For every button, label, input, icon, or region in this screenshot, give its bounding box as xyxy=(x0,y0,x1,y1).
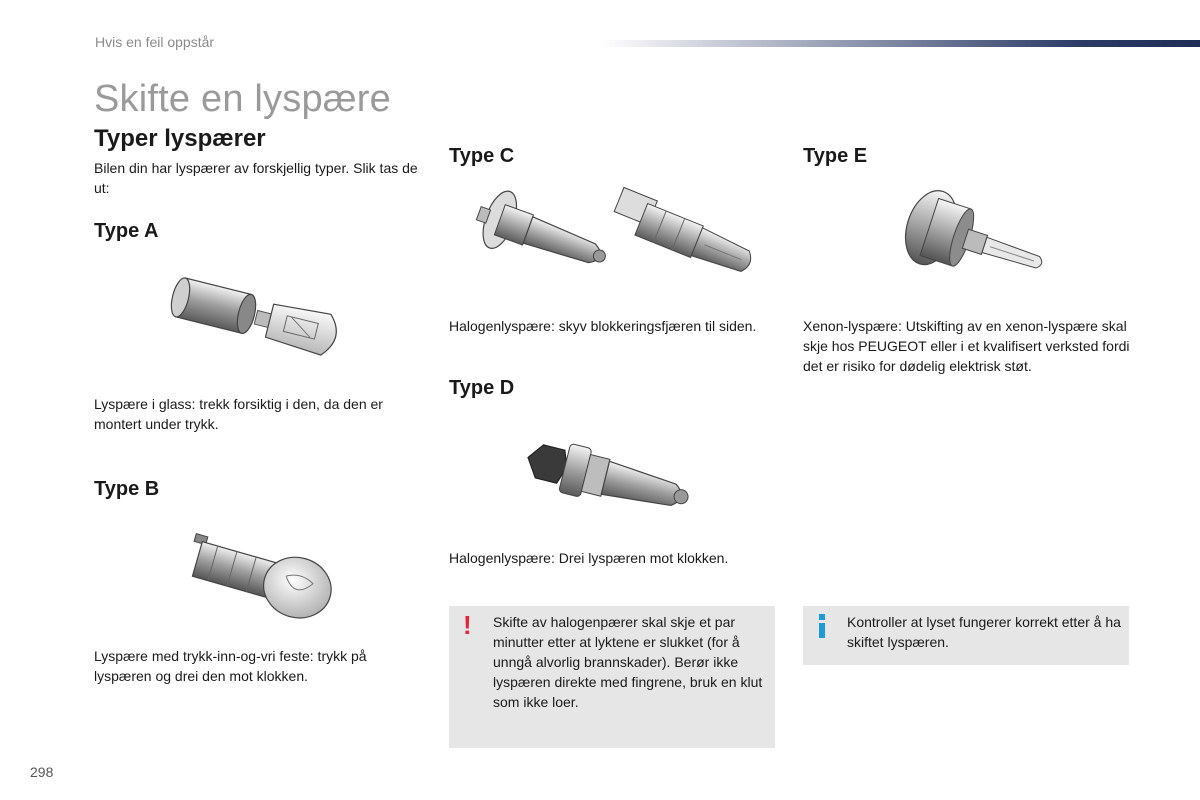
page-number: 298 xyxy=(30,764,54,780)
subheading: Typer lyspærer xyxy=(94,125,266,152)
type-b-bulb-image xyxy=(180,535,340,625)
intro-text: Bilen din har lyspærer av forskjellig typer. Slik tas de ut: xyxy=(94,160,418,196)
type-a-bulb-image xyxy=(168,268,358,368)
type-e-heading: Type E xyxy=(803,145,868,167)
header-rule xyxy=(600,40,1200,47)
type-b-heading: Type B xyxy=(94,478,160,500)
type-c-heading: Type C xyxy=(449,145,515,167)
type-c-bulb-image xyxy=(462,190,762,310)
section-label: Hvis en feil oppstår xyxy=(95,34,215,50)
type-e-bulb-image xyxy=(890,190,1060,300)
info-icon xyxy=(817,614,827,638)
type-a-caption: Lyspære i glass: trekk forsiktig i den, da den er montert under trykk. xyxy=(94,396,383,432)
type-d-bulb-image xyxy=(515,428,705,533)
type-a-heading: Type A xyxy=(94,220,159,242)
type-d-heading: Type D xyxy=(449,377,515,399)
type-c-caption: Halogenlyspære: skyv blokkeringsfjæren til siden. xyxy=(449,318,757,334)
exclamation-icon: ! xyxy=(463,610,472,640)
type-e-caption: Xenon-lyspære: Utskifting av en xenon-lyspære skal skje hos PEUGEOT eller i et kvalifisert verksted fordi det er risiko for dødelig elektrisk støt. xyxy=(803,318,1130,374)
type-d-caption: Halogenlyspære: Drei lyspæren mot klokken. xyxy=(449,550,729,566)
info-notice xyxy=(803,606,1129,665)
warning-notice xyxy=(449,606,775,748)
type-b-caption: Lyspære med trykk-inn-og-vri feste: trykk på lyspæren og drei den mot klokken. xyxy=(94,648,367,684)
warning-text: Skifte av halogenpærer skal skje et par minutter etter at lyktene er slukket (for å unngå alvorlig brannskader). Berør ikke lyspæren direkte med fingrene, bruk en klut som ikke loer. xyxy=(493,614,763,710)
page-title: Skifte en lyspære xyxy=(94,78,391,120)
info-text: Kontroller at lyset fungerer korrekt etter å ha skiftet lyspæren. xyxy=(847,614,1121,650)
